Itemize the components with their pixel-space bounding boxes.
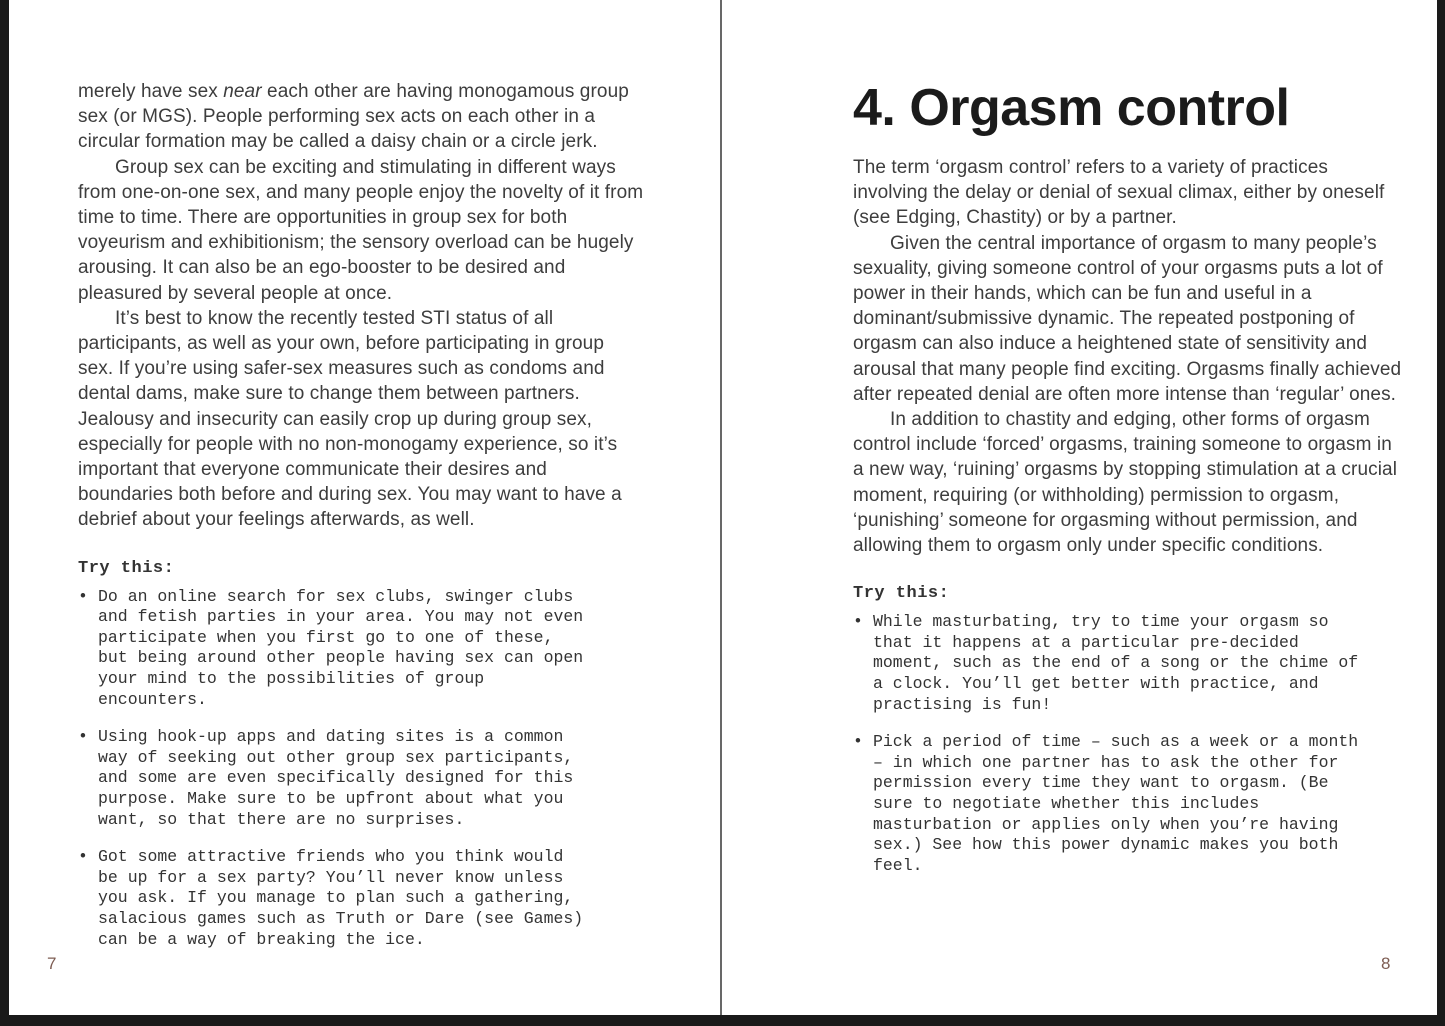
list-item xyxy=(78,727,590,830)
bullet-icon: • xyxy=(78,586,88,606)
list-item-text: While masturbating, try to time your orgasm so that it happens at a particular pre-decided moment, such as the end of a song or the chime of a clock. You’ll get better with practice, and practising is fun! xyxy=(873,612,1359,714)
list-item xyxy=(78,847,590,950)
bullet-icon: • xyxy=(853,612,863,632)
bullet-icon: • xyxy=(78,727,88,747)
chapter-title: 4. Orgasm control xyxy=(853,79,1290,137)
list-item-text: Pick a period of time – such as a week or a month – in which one partner has to ask the other for permission every time they want to orgasm. (Be sure to negotiate whether this includes masturbation or applies only when you’re having sex.) See how this power dynamic makes you both feel. xyxy=(873,732,1359,875)
paragraph-text: merely have sex xyxy=(78,81,224,102)
paragraph: The term ‘orgasm control’ refers to a variety of practices involving the delay or denial of sexual climax, either by oneself (see Edging, Chastity) or by a partner. xyxy=(853,157,1385,229)
left-edge-border xyxy=(0,0,9,1026)
list-item-text: Do an online search for sex clubs, swinger clubs and fetish parties in your area. You may not even participate when you first go to one of these, but being around other people having sex can open your mind to the possibilities of group encounters. xyxy=(98,586,584,709)
italic-word: near xyxy=(223,81,262,102)
try-this-section xyxy=(78,559,644,951)
paragraph: Given the central importance of orgasm to many people’s sexuality, giving someone control of your orgasms puts a lot of power in their hands, which can be fun and useful in a dominant/submissive dynamic. The repeated postponing of orgasm can also induce a heightened state of sensitivity and arousal that many people find exciting. Orgasms finally achieved after repeated denial are often more intense than ‘regular’ ones. xyxy=(853,232,1402,405)
paragraph: It’s best to know the recently tested STI status of all participants, as well as your own, before participating in group sex. If you’re using safer-sex measures such as condoms and dental dams, make sure to change them between partners. Jealousy and insecurity can easily crop up during group sex, especially for people with no non-monogamy experience, so it’s important that everyone communicate their desires and boundaries both before and during sex. You may want to have a debrief about your feelings afterwards, as well. xyxy=(78,307,622,531)
list-item-text: Using hook-up apps and dating sites is a common way of seeking out other group sex participants, and some are even specifically designed for this purpose. Make sure to be upfront about what you want, so that there are no surprises. xyxy=(98,727,574,829)
list-item xyxy=(78,587,590,711)
right-edge-border xyxy=(1437,0,1445,1026)
bullet-icon: • xyxy=(853,732,863,752)
page-gutter-divider xyxy=(720,0,722,1015)
paragraph: Group sex can be exciting and stimulating in different ways from one-on-one sex, and many people enjoy the novelty of it from time to time. There are opportunities in group sex for both voyeurism and exhibitionism; the sensory overload can be hugely arousing. It can also be an ego-booster to be desired and pleasured by several people at once. xyxy=(78,156,644,304)
list-item xyxy=(853,612,1365,715)
try-this-heading: Try this: xyxy=(853,584,950,604)
right-page xyxy=(853,80,1402,893)
bottom-edge-border xyxy=(0,1015,1445,1026)
page-number-right: 8 xyxy=(1381,954,1391,973)
paragraph-text: each other are having monogamous group sex (or MGS). People performing sex acts on each other in a circular formation may be called a daisy chain or a circle jerk. xyxy=(78,81,629,153)
try-this-heading: Try this: xyxy=(78,558,175,578)
try-this-section xyxy=(853,584,1402,876)
paragraph-continuation xyxy=(78,79,644,155)
left-page xyxy=(78,79,644,967)
paragraph: In addition to chastity and edging, other forms of orgasm control include ‘forced’ orgasms, training someone to orgasm in a new way, ‘ruining’ orgasms by stopping stimulation at a crucial moment, requiring (or withholding) permission to orgasm, ‘punishing’ someone for orgasming without permission, and allowing them to orgasm only under specific conditions. xyxy=(853,409,1398,557)
list-item xyxy=(853,732,1365,876)
list-item-text: Got some attractive friends who you think would be up for a sex party? You’ll never know unless you ask. If you manage to plan such a gathering, salacious games such as Truth or Dare (see Games) can be a way of breaking the ice. xyxy=(98,847,584,949)
bullet-icon: • xyxy=(78,847,88,867)
page-number-left: 7 xyxy=(47,954,57,973)
